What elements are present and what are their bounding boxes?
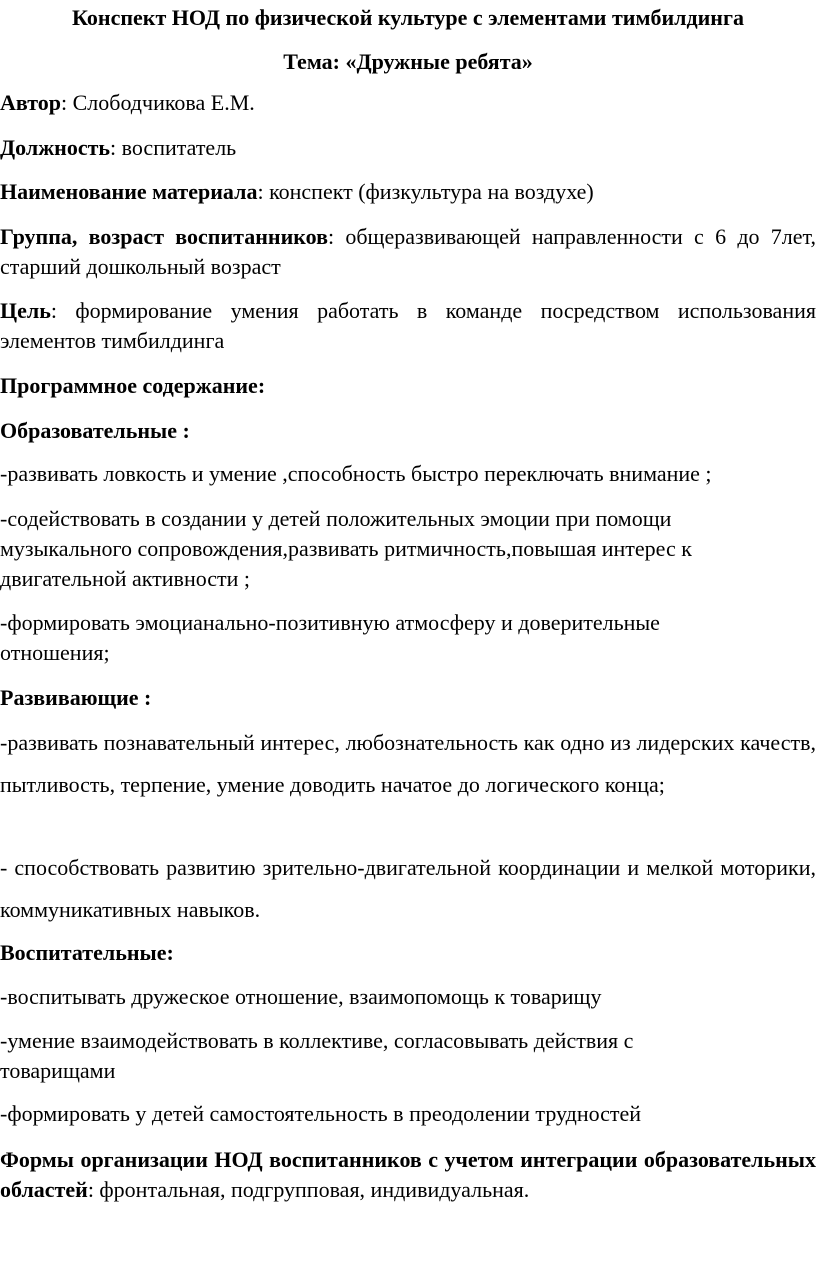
forms-line bbox=[0, 1145, 816, 1205]
goal-value: : формирование умения работать в команде посредством использования элементов тимбилдинга bbox=[0, 298, 816, 353]
program-heading: Программное содержание: bbox=[0, 373, 266, 398]
goal-line bbox=[0, 296, 816, 356]
author-value: : Слободчикова Е.М. bbox=[60, 90, 255, 115]
upbringing-heading: Воспитательные: bbox=[0, 940, 174, 965]
upbringing-item: -формировать у детей самостоятельность в преодолении трудностей bbox=[0, 1101, 642, 1126]
theme: Тема: «Дружные ребята» bbox=[283, 49, 533, 74]
upbringing-item: -воспитывать дружеское отношение, взаимопомощь к товарищу bbox=[0, 984, 602, 1009]
material-label: Наименование материала bbox=[0, 179, 258, 204]
upbringing-item: -умение взаимодействовать в коллективе, согласовывать действия с товарищами bbox=[0, 1028, 634, 1083]
educational-item: -содействовать в создании у детей положительных эмоции при помощи музыкального сопровождения,развивать ритмичность,повышая интерес к двигательной активности ; bbox=[0, 506, 692, 591]
document-title: Конспект НОД по физической культуре с элементами тимбилдинга bbox=[72, 5, 744, 30]
goal-label: Цель bbox=[0, 298, 51, 323]
developing-item: - способствовать развитию зрительно-двигательной координации и мелкой моторики, коммуникативных навыков. bbox=[0, 855, 816, 922]
developing-heading: Развивающие : bbox=[0, 685, 152, 710]
forms-value: : фронтальная, подгрупповая, индивидуальная. bbox=[87, 1177, 530, 1202]
educational-item: -развивать ловкость и умение ,способность быстро переключать внимание ; bbox=[0, 461, 712, 486]
educational-heading: Образовательные : bbox=[0, 418, 190, 443]
educational-item: -формировать эмоцианально-позитивную атмосферу и доверительные отношения; bbox=[0, 610, 660, 665]
material-line bbox=[0, 177, 816, 207]
author-line bbox=[0, 88, 816, 118]
author-label: Автор bbox=[0, 90, 61, 115]
forms-label: Формы организации НОД воспитанников с учетом интеграции образовательных областей bbox=[0, 1147, 816, 1202]
position-label: Должность bbox=[0, 135, 111, 160]
position-value: : воспитатель bbox=[110, 135, 237, 160]
group-value: : общеразвивающей направленности с 6 до 7лет, старший дошкольный возраст bbox=[0, 224, 816, 279]
developing-item: -развивать познавательный интерес, любознательность как одно из лидерских качеств, пытливость, терпение, умение доводить начатое до логического конца; bbox=[0, 730, 816, 797]
position-line bbox=[0, 133, 816, 163]
material-value: : конспект (физкультура на воздухе) bbox=[257, 179, 594, 204]
group-line bbox=[0, 222, 816, 282]
group-label: Группа, возраст воспитанников bbox=[0, 224, 328, 249]
